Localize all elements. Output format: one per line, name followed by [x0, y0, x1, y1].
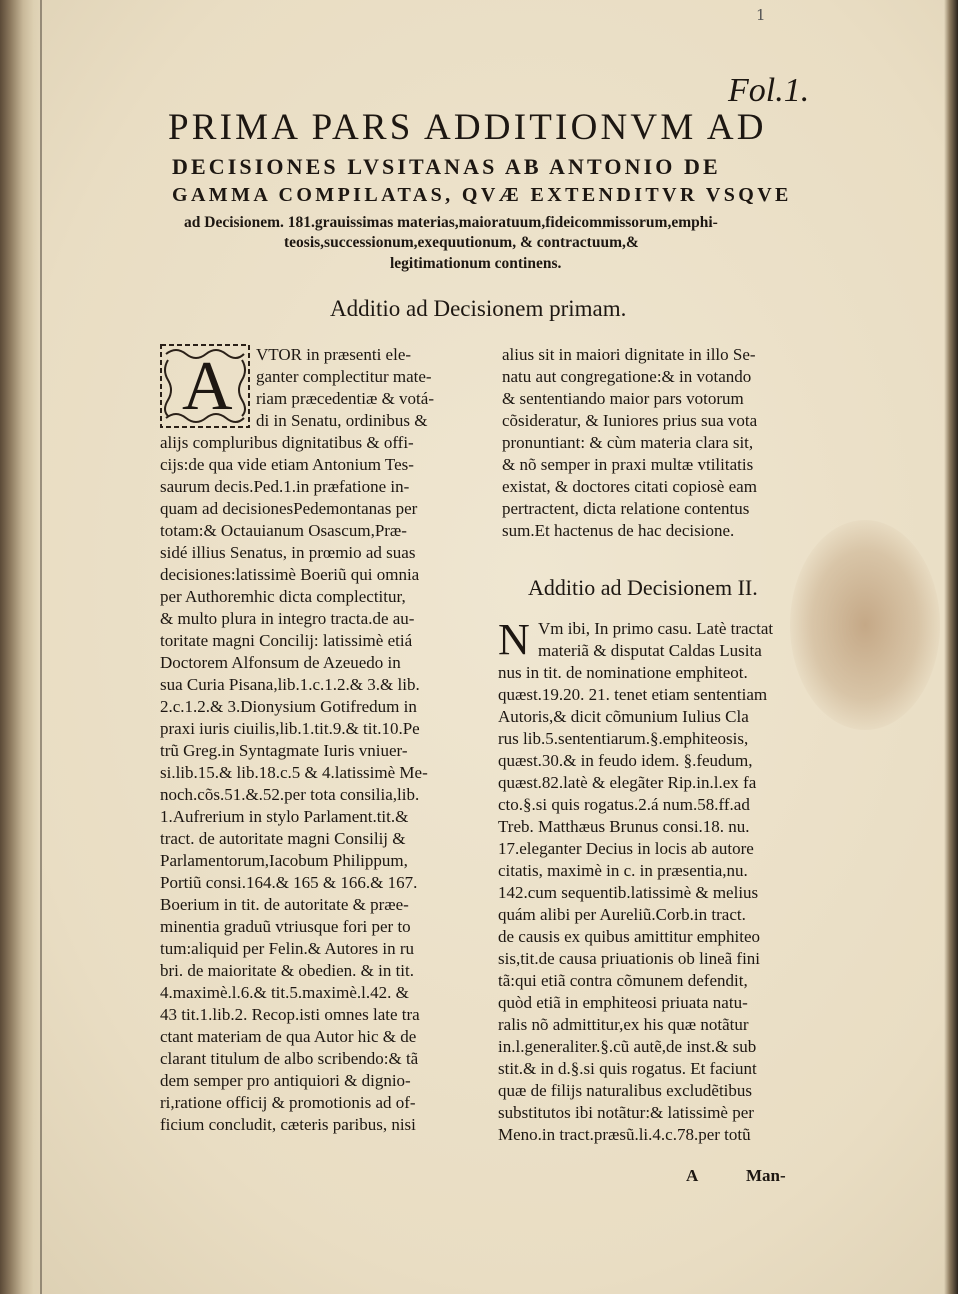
text-line: sis,tit.de causa priuationis ob lineã fini — [498, 949, 761, 968]
text-line: quam ad decisionesPedemontanas per — [160, 499, 418, 518]
text-line: existat, & doctores citati copiosè eam — [502, 477, 757, 496]
catchword: Man- — [746, 1166, 786, 1185]
text-line: bri. de maioritate & obedien. & in tit. — [160, 961, 414, 980]
text-line: minentia graduũ vtriusque fori per to — [160, 917, 411, 936]
section2-heading: Additio ad Decisionem II. — [528, 575, 758, 600]
text-line: tã:qui etiã contra cõmunem defendit, — [498, 971, 748, 990]
text-line: pertractent, dicta relatione contentus — [502, 499, 750, 518]
text-line: 2.c.1.2.& 3.Dionysium Gotifredum in — [160, 697, 417, 716]
text-line: 1.Aufrerium in stylo Parlament.tit.& — [160, 807, 409, 826]
text-line: cto.§.si quis rogatus.2.á num.58.ff.ad — [498, 795, 750, 814]
text-line: 4.maximè.l.6.& tit.5.maximè.l.42. & — [160, 983, 409, 1002]
text-line: per Authoremhic dicta complectitur, — [160, 587, 406, 606]
text-line: 142.cum sequentib.latissimè & melius — [498, 883, 759, 902]
text-line: ctant materiam de qua Autor hic & de — [160, 1027, 417, 1046]
text-line: & nõ semper in praxi multæ vtilitatis — [502, 455, 754, 474]
text-line: quæst.19.20. 21. tenet etiam sententiam — [498, 685, 768, 704]
text-line: quæ de filijs naturalibus excludẽtibus — [498, 1081, 753, 1100]
signature-mark: A — [686, 1166, 699, 1185]
text-line: Boerium in tit. de autoritate & præe- — [160, 895, 409, 914]
page-edge — [944, 0, 958, 1294]
title-line-6: legitimationum continens. — [390, 255, 562, 272]
text-line: in.l.generaliter.§.cũ autẽ,de inst.& sub — [498, 1037, 757, 1056]
right-column-top — [502, 344, 824, 542]
text-line: substitutos ibi notãtur:& latissimè per — [498, 1103, 754, 1122]
section1-heading: Additio ad Decisionem primam. — [330, 296, 627, 321]
text-line: alius sit in maiori dignitate in illo Se- — [502, 345, 756, 364]
text-line: ficium concludit, cæteris paribus, nisi — [160, 1115, 416, 1134]
text-line: sidé illius Senatus, in prœmio ad suas — [160, 543, 416, 562]
text-line: si.lib.15.& lib.18.c.5 & 4.latissimè Me- — [160, 763, 428, 782]
title-line-2: DECISIONES LVSITANAS AB ANTONIO DE — [172, 154, 721, 179]
left-column — [160, 344, 485, 1136]
text-line: ralis nõ admittitur,ex his quæ notãtur — [498, 1015, 749, 1034]
text-line: alijs compluribus dignitatibus & offi- — [160, 433, 414, 452]
text-line: clarant titulum de albo scribendo:& tã — [160, 1049, 419, 1068]
text-line: toritate magni Concilij: latissimè etiá — [160, 631, 413, 650]
text-line: decisiones:latissimè Boeriũ qui omnia — [160, 565, 420, 584]
text-line: tum:aliquid per Felin.& Autores in ru — [160, 939, 415, 958]
right-column-bottom — [498, 615, 824, 1146]
text-line: cõsideratur, & Iuniores prius sua vota — [502, 411, 758, 430]
text-line: Treb. Matthæus Brunus consi.18. nu. — [498, 817, 750, 836]
text-line: riam præcedentiæ & votá- — [256, 389, 434, 408]
text-line: trũ Greg.in Syntagmate Iuris vniuer- — [160, 741, 408, 760]
initial-letter-n: N — [498, 615, 530, 664]
text-line: VTOR in præsenti ele- — [256, 345, 412, 364]
text-line: Vm ibi, In primo casu. Latè tractat — [538, 619, 774, 638]
text-line: nus in tit. de nominatione emphiteot. — [498, 663, 748, 682]
title-line-3: GAMMA COMPILATAS, QVÆ EXTENDITVR VSQVE — [172, 184, 792, 206]
text-line: Meno.in tract.præsũ.li.4.c.78.per totũ — [498, 1125, 751, 1144]
text-line: 43 tit.1.lib.2. Recop.isti omnes late tra — [160, 1005, 420, 1024]
text-line: saurum decis.Ped.1.in præfatione in- — [160, 477, 410, 496]
text-line: praxi iuris ciuilis,lib.1.tit.9.& tit.10.Pe — [160, 719, 420, 738]
text-line: Parlamentorum,Iacobum Philippum, — [160, 851, 408, 870]
folio-number: Fol.1. — [728, 72, 810, 109]
text-line: ri,ratione officij & promotionis ad of- — [160, 1093, 416, 1112]
text-line: de causis ex quibus amittitur emphiteo — [498, 927, 761, 946]
gutter-line — [40, 0, 42, 1294]
text-line: ganter complectitur mate- — [256, 367, 432, 386]
text-line: sum.Et hactenus de hac decisione. — [502, 521, 735, 540]
page-mark: 1 — [756, 6, 766, 24]
text-line: di in Senatu, ordinibus & — [256, 411, 428, 430]
binding-gutter — [0, 0, 42, 1294]
initial-letter-a: A — [182, 348, 233, 425]
text-line: Autoris,& dicit cõmunium Iulius Cla — [498, 707, 749, 726]
text-line: 17.eleganter Decius in locis ab autore — [498, 839, 754, 858]
text-line: citatis, maximè in c. in præsentia,nu. — [498, 861, 748, 880]
text-line: quæst.30.& in feudo idem. §.feudum, — [498, 751, 753, 770]
text-line: Doctorem Alfonsum de Azeuedo in — [160, 653, 401, 672]
text-line: materiã & disputat Caldas Lusita — [538, 641, 762, 660]
text-line: totam:& Octauianum Osascum,Præ- — [160, 521, 407, 540]
text-line: tract. de autoritate magni Consilij & — [160, 829, 406, 848]
text-line: quám alibi per Aureliũ.Corb.in tract. — [498, 905, 746, 924]
text-line: sua Curia Pisana,lib.1.c.1.2.& 3.& lib. — [160, 675, 420, 694]
text-line: & multo plura in integro tracta.de au- — [160, 609, 415, 628]
text-line: & sententiando maior pars votorum — [502, 389, 744, 408]
text-line: noch.cõs.51.&.52.per tota consilia,lib. — [160, 785, 420, 804]
title-line-1: PRIMA PARS ADDITIONVM AD — [168, 107, 767, 148]
text-line: Portiũ consi.164.& 165 & 166.& 167. — [160, 873, 418, 892]
text-line: natu aut congregatione:& in votando — [502, 367, 752, 386]
text-line: dem semper pro antiquiori & dignio- — [160, 1071, 411, 1090]
text-line: quæst.82.latè & elegãter Rip.in.l.ex fa — [498, 773, 757, 792]
text-line: cijs:de qua vide etiam Antonium Tes- — [160, 455, 414, 474]
text-line: stit.& in d.§.si quis rogatus. Et faciunt — [498, 1059, 757, 1078]
title-line-4: ad Decisionem. 181.grauissimas materias,maioratuum,fideicommissorum,emphi- — [184, 214, 718, 231]
text-line: rus lib.5.sententiarum.§.emphiteosis, — [498, 729, 749, 748]
title-line-5: teosis,successionum,exequutionum, & contractuum,& — [284, 234, 639, 251]
text-line: quòd etiã in emphiteosi priuata natu- — [498, 993, 748, 1012]
text-line: pronuntiant: & cùm materia clara sit, — [502, 433, 754, 452]
